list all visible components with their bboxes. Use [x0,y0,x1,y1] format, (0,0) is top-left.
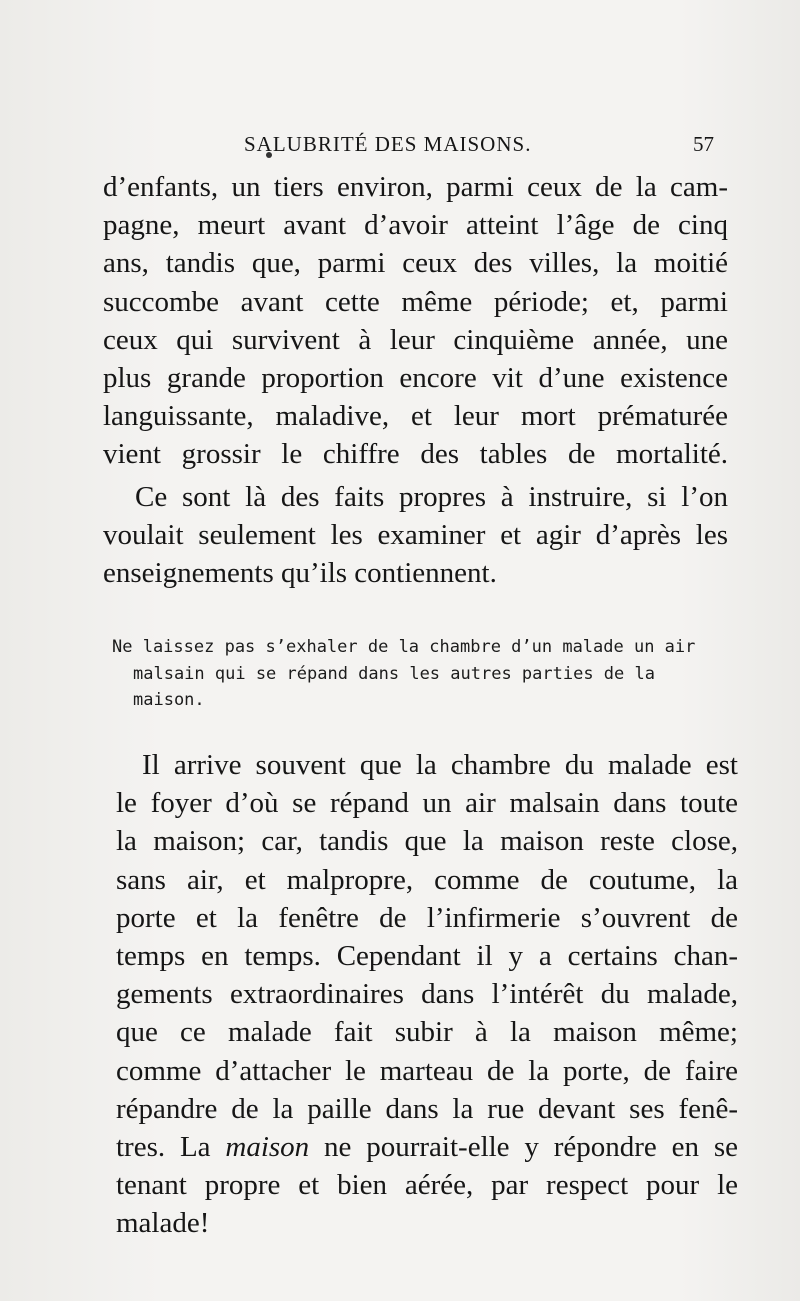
text-line: sans air, et malpropre, comme de coutume, la [116,863,738,896]
text-line: vient grossir le chiffre des tables de mortalité. [103,438,728,471]
text-line: la maison; car, tandis que la maison reste close, [116,825,738,858]
italic-word: maison [225,1131,310,1164]
note-line: malsain qui se répand dans les autres parties de la [133,663,655,684]
text-line: malade! [116,1207,210,1240]
text-line: le foyer d’où se répand un air malsain dans toute [116,787,738,820]
text-run: tres. La [116,1131,226,1164]
text-line: tenant propre et bien aérée, par respect pour le [116,1169,738,1202]
text-line [116,1128,738,1166]
text-line: ceux qui survivent à leur cinquième année, une [103,323,728,356]
running-title: SALUBRITÉ DES MAISONS. [244,132,532,156]
paragraph-2 [103,478,728,593]
text-line: voulait seulement les examiner et agir d’après les [103,519,728,552]
note-line: Ne laissez pas s’exhaler de la chambre d’un malade un air [112,637,696,657]
text-line: languissante, maladive, et leur mort prématurée [103,400,728,433]
text-line: temps en temps. Cependant il y a certains chan- [116,940,738,973]
text-line: répandre de la paille dans la rue devant ses fenê- [116,1092,738,1125]
page-number: 57 [693,132,714,156]
text-line: d’enfants, un tiers environ, parmi ceux de la cam- [103,171,728,203]
text-line: Ce sont là des faits propres à instruire, si l’on [135,481,728,513]
text-line: succombe avant cette même période; et, parmi [103,285,728,318]
text-line: porte et la fenêtre de l’infirmerie s’ouvrent de [116,901,738,934]
text-line: Il arrive souvent que la chambre du malade est [142,749,738,781]
side-note [112,634,734,714]
text-line: pagne, meurt avant d’avoir atteint l’âge de cinq [103,209,728,242]
text-line: ans, tandis que, parmi ceux des villes, la moitié [103,247,728,280]
text-line: gements extraordinaires dans l’intérêt du malade, [116,978,738,1011]
note-line: maison. [133,690,205,710]
text-run: ne pourrait-elle y répondre en se [309,1131,738,1164]
running-header [244,132,714,162]
text-line: plus grande proportion encore vit d’une existence [103,362,728,395]
text-line: enseignements qu’ils contiennent. [103,557,497,590]
text-line: comme d’attacher le marteau de la porte, de faire [116,1054,738,1087]
text-line: que ce malade fait subir à la maison même; [116,1016,738,1049]
paragraph-1 [103,168,728,474]
paragraph-3 [116,746,738,1243]
